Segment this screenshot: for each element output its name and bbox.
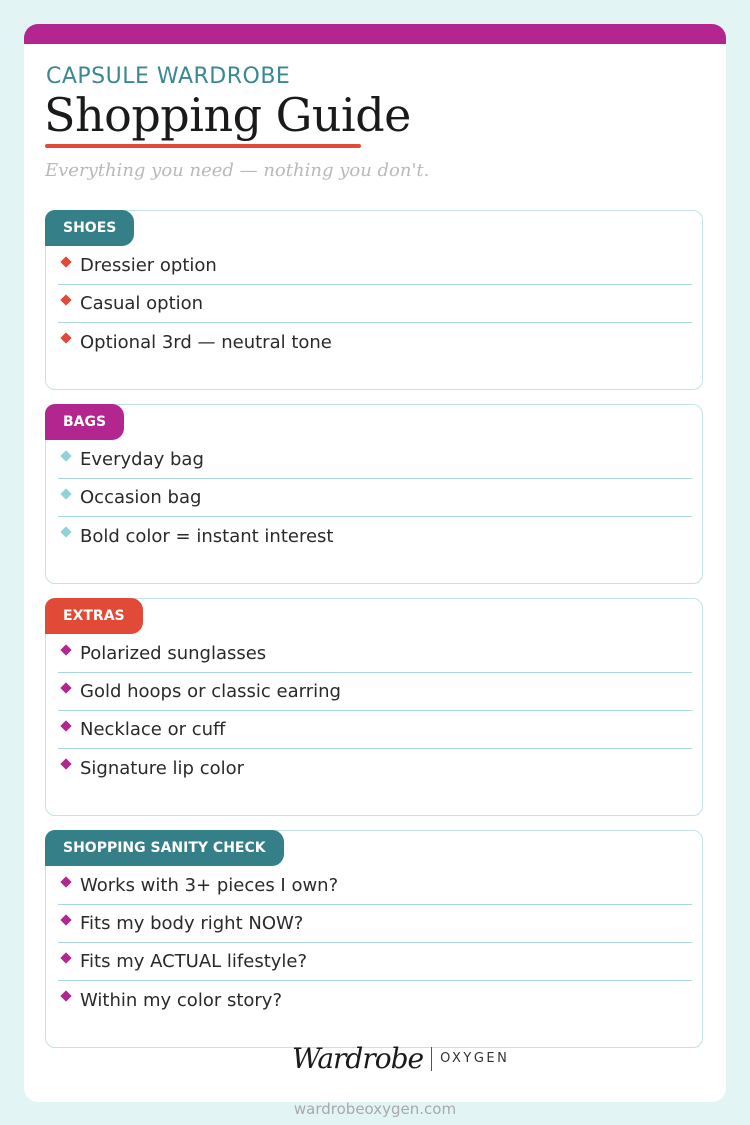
list-item: [58, 479, 692, 517]
section-tag-bags: BAGS: [45, 404, 124, 440]
diamond-bullet-icon: [60, 758, 71, 769]
section-bags: [45, 404, 703, 584]
item-label: Bold color = instant interest: [80, 525, 334, 547]
diamond-bullet-icon: [60, 914, 71, 925]
section-items: [58, 441, 692, 555]
diamond-bullet-icon: [60, 332, 71, 343]
list-item: [58, 905, 692, 943]
section-tag-sanity-check: SHOPPING SANITY CHECK: [45, 830, 284, 866]
list-item: [58, 943, 692, 981]
list-item: [58, 517, 692, 555]
logo-word-text: OXYGEN: [440, 1051, 510, 1066]
diamond-bullet-icon: [60, 682, 71, 693]
page-title: Shopping Guide: [44, 88, 411, 142]
item-label: Gold hoops or classic earring: [80, 681, 341, 702]
top-accent-bar: [24, 24, 726, 44]
section-shoes: [45, 210, 703, 390]
list-item: [58, 981, 692, 1019]
list-item: [58, 635, 692, 673]
item-label: Signature lip color: [80, 757, 245, 779]
item-label: Occasion bag: [80, 487, 202, 508]
section-items: [58, 867, 692, 1019]
list-item: [58, 711, 692, 749]
list-item: [58, 749, 692, 787]
diamond-bullet-icon: [60, 990, 71, 1001]
logo-divider: [431, 1047, 432, 1071]
list-item: [58, 247, 692, 285]
section-extras: [45, 598, 703, 816]
diamond-bullet-icon: [60, 644, 71, 655]
section-items: [58, 247, 692, 361]
diamond-bullet-icon: [60, 488, 71, 499]
item-label: Fits my ACTUAL lifestyle?: [80, 951, 308, 972]
guide-card: [24, 24, 726, 1102]
brand-logo: [292, 1042, 509, 1075]
item-label: Polarized sunglasses: [80, 643, 267, 664]
item-label: Within my color story?: [80, 989, 283, 1011]
diamond-bullet-icon: [60, 526, 71, 537]
section-items: [58, 635, 692, 787]
item-label: Dressier option: [80, 255, 217, 276]
item-label: Necklace or cuff: [80, 719, 226, 740]
title-underline: [45, 144, 361, 148]
section-tag-shoes: SHOES: [45, 210, 134, 246]
diamond-bullet-icon: [60, 876, 71, 887]
item-label: Casual option: [80, 293, 204, 314]
item-label: Optional 3rd — neutral tone: [80, 331, 332, 353]
list-item: [58, 323, 692, 361]
list-item: [58, 441, 692, 479]
list-item: [58, 867, 692, 905]
diamond-bullet-icon: [60, 294, 71, 305]
diamond-bullet-icon: [60, 450, 71, 461]
section-tag-extras: EXTRAS: [45, 598, 143, 634]
item-label: Works with 3+ pieces I own?: [80, 875, 339, 896]
kicker-text: CAPSULE WARDROBE: [46, 64, 291, 89]
diamond-bullet-icon: [60, 720, 71, 731]
item-label: Everyday bag: [80, 449, 204, 470]
item-label: Fits my body right NOW?: [80, 913, 304, 934]
diamond-bullet-icon: [60, 256, 71, 267]
section-sanity-check: [45, 830, 703, 1048]
footer-url: wardrobeoxygen.com: [293, 1100, 457, 1118]
list-item: [58, 673, 692, 711]
page-subtitle: Everything you need — nothing you don't.: [45, 160, 430, 181]
logo-script-text: Wardrobe: [292, 1042, 424, 1075]
list-item: [58, 285, 692, 323]
diamond-bullet-icon: [60, 952, 71, 963]
